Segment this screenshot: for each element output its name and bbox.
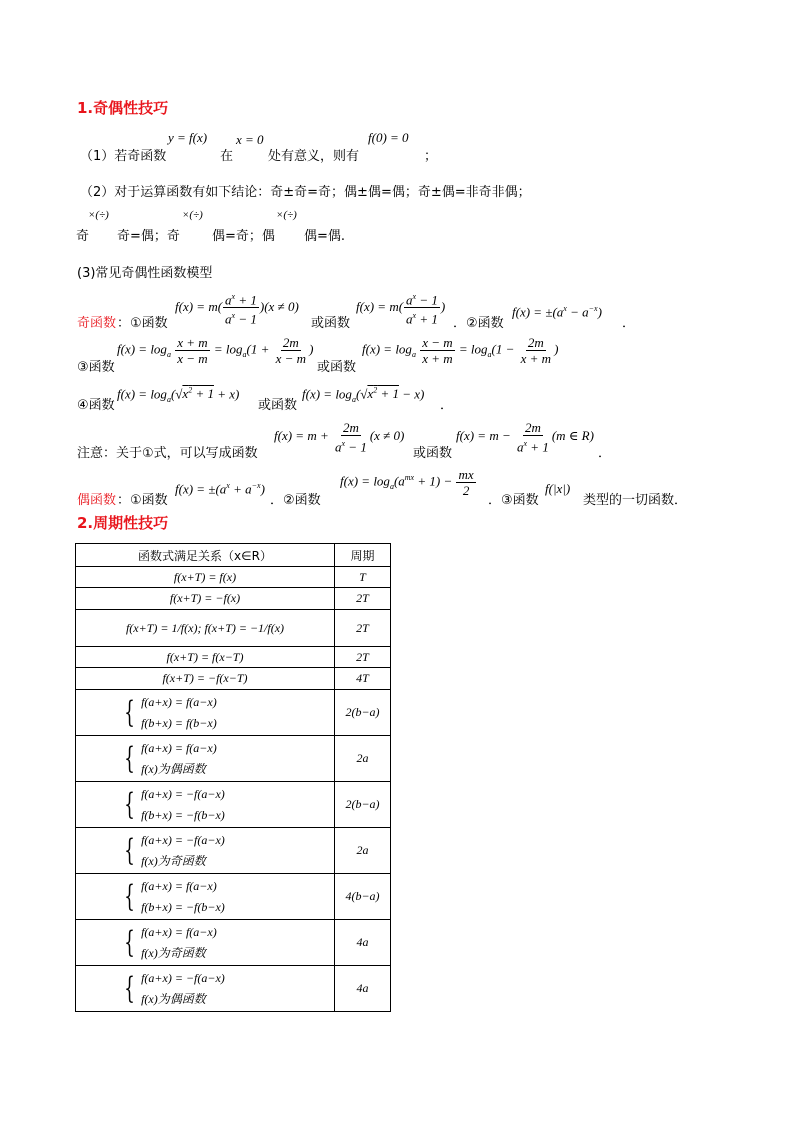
odd-p3: ③函数 <box>77 360 115 375</box>
left-brace-icon: { <box>124 970 135 1006</box>
item1-mid: 在 <box>220 149 234 164</box>
relation-cell <box>76 588 335 610</box>
equation-system <box>120 876 225 918</box>
period-cell: 4a <box>335 920 391 966</box>
even-p2: ．②函数 <box>270 493 321 508</box>
item2-b-post: 偶=奇；偶 <box>212 229 275 244</box>
table-header-row <box>76 544 391 567</box>
equation-system <box>120 922 217 964</box>
relation-line: f(a+x) = f(a−x) <box>141 924 217 939</box>
item1-end: ； <box>424 149 438 164</box>
relation-line: f(b+x) = −f(b−x) <box>141 807 225 822</box>
relation-line: f(a+x) = −f(a−x) <box>141 786 225 801</box>
relation-cell <box>76 920 335 966</box>
even-end: 类型的一切函数． <box>583 493 688 508</box>
relation-text: f(x+T) = f(x) <box>173 569 237 584</box>
item2-a-pre: 奇 <box>76 229 90 244</box>
odd-formula-3a: $f(x) = \log_a$ $\frac{x + m}{x - m}$ = $\log_a(1$ + $\frac{2m}{x - m}$ ) <box>117 335 314 366</box>
period-cell: 2(b−a) <box>335 690 391 736</box>
period-cell: 2T <box>335 588 391 610</box>
period-cell: 2T <box>335 647 391 668</box>
left-brace-icon: { <box>124 832 135 868</box>
table-row <box>76 920 391 966</box>
relation-cell <box>76 736 335 782</box>
left-brace-icon: { <box>124 786 135 822</box>
odd-or: 或函数 <box>311 316 351 331</box>
even-formula-2: $f(x) = \log_a(a^{mx} + 1)$ − $\frac{mx}{2}$ <box>340 467 474 498</box>
table-row <box>76 588 391 610</box>
odd-formula-1a: f(x) = m( $\frac{a^x + 1}{a^x - 1}$ )(x ≠ 0) <box>175 289 299 327</box>
relation-cell <box>76 828 335 874</box>
left-brace-icon: { <box>124 924 135 960</box>
period-cell: 2(b−a) <box>335 782 391 828</box>
op-mul-div-2: ×(÷) <box>182 209 203 221</box>
relation-line: f(b+x) = −f(b−x) <box>141 899 225 914</box>
header-relation: 函数式满足关系（x∈R） <box>76 544 335 567</box>
odd-formula-4b: $f(x) = \log_a(√x^2 + 1 - x)$ <box>302 386 425 404</box>
table-row <box>76 966 391 1012</box>
period-cell: 4(b−a) <box>335 874 391 920</box>
table-row <box>76 567 391 588</box>
period-cell: T <box>335 567 391 588</box>
relation-cell <box>76 782 335 828</box>
odd-formula-2: $f(x) = \pm(a^x - a^{-x})$ <box>512 304 602 320</box>
period-cell: 2T <box>335 610 391 647</box>
odd-or-3: 或函数 <box>258 398 298 413</box>
odd-p2: ．②函数 <box>453 316 504 331</box>
even-p3: ．③函数 <box>488 493 539 508</box>
relation-cell <box>76 610 335 647</box>
table-row <box>76 647 391 668</box>
relation-cell <box>76 668 335 690</box>
note-formula-1: f(x) = m + $\frac{2m}{a^x - 1}$ (x ≠ 0) <box>274 420 405 455</box>
relation-line: f(b+x) = f(b−x) <box>141 715 217 730</box>
section1-title: 1.奇偶性技巧 <box>77 99 169 117</box>
equation-system <box>120 784 225 826</box>
relation-cell <box>76 567 335 588</box>
relation-cell <box>76 647 335 668</box>
period-cell: 4a <box>335 966 391 1012</box>
item1-prefix: （1）若奇函数 <box>80 149 167 164</box>
relation-line: f(a+x) = −f(a−x) <box>141 970 225 985</box>
relation-line: f(a+x) = f(a−x) <box>141 694 217 709</box>
relation-text: f(x+T) = −f(x−T) <box>162 671 248 685</box>
even-formula-3: f(|x|) <box>545 481 571 496</box>
odd-or-2: 或函数 <box>317 360 357 375</box>
period-cell: 4T <box>335 668 391 690</box>
item2-line1: （2）对于运算函数有如下结论：奇±奇=奇；偶±偶=偶；奇±偶=非奇非偶； <box>80 185 531 200</box>
left-brace-icon: { <box>124 740 135 776</box>
period-table <box>75 543 391 1012</box>
odd-label: 奇函数 <box>77 316 117 331</box>
item1-fx: y = f(x) <box>168 130 208 145</box>
item1-f0: f(0) = 0 <box>368 130 409 145</box>
note-pre: 注意：关于①式，可以写成函数 <box>77 446 258 461</box>
note-or: 或函数 <box>413 446 453 461</box>
even-p1: ：①函数 <box>117 493 168 508</box>
item3-title: (3)常见奇偶性函数模型 <box>77 266 213 281</box>
table-row <box>76 668 391 690</box>
item1-after: 处有意义，则有 <box>268 149 360 164</box>
relation-line: f(a+x) = −f(a−x) <box>141 832 225 847</box>
even-label: 偶函数 <box>77 493 117 508</box>
relation-line: f(a+x) = f(a−x) <box>141 878 217 893</box>
odd-p1: ：①函数 <box>117 316 168 331</box>
op-mul-div-1: ×(÷) <box>88 209 109 221</box>
relation-text: f(x+T) = 1/f(x); f(x+T) = −1/f(x) <box>125 620 285 635</box>
section2-title: 2.周期性技巧 <box>77 514 169 532</box>
header-period: 周期 <box>335 544 391 567</box>
odd-formula-4a: $f(x) = \log_a(√x^2 + 1 + x)$ <box>117 386 240 404</box>
table-row <box>76 610 391 647</box>
item2-c-post: 偶=偶. <box>304 229 346 244</box>
left-brace-icon: { <box>124 878 135 914</box>
table-row <box>76 828 391 874</box>
equation-system <box>120 830 225 872</box>
even-formula-1: $f(x) = \pm(a^x + a^{-x})$ <box>175 481 265 497</box>
equation-system <box>120 692 217 734</box>
table-row <box>76 736 391 782</box>
period-cell: 2a <box>335 736 391 782</box>
table-row <box>76 782 391 828</box>
note-formula-2: f(x) = m − $\frac{2m}{a^x + 1}$ (m ∈ R) <box>456 420 594 455</box>
left-brace-icon: { <box>124 694 135 730</box>
odd-formula-3b: $f(x) = \log_a$ $\frac{x - m}{x + m}$ = $\log_a(1$ − $\frac{2m}{x + m}$ ) <box>362 335 559 366</box>
odd-formula-1b: f(x) = m( $\frac{a^x - 1}{a^x + 1}$ ) <box>356 289 445 327</box>
item2-a-post: 奇=偶；奇 <box>117 229 180 244</box>
item1-x0: x = 0 <box>236 132 264 147</box>
relation-cell <box>76 690 335 736</box>
equation-system <box>120 738 217 780</box>
table-row <box>76 690 391 736</box>
relation-cell <box>76 874 335 920</box>
equation-system <box>120 968 225 1010</box>
relation-cell <box>76 966 335 1012</box>
relation-line: f(x)为奇函数 <box>141 853 206 868</box>
relation-line: f(a+x) = f(a−x) <box>141 740 217 755</box>
relation-line: f(x)为偶函数 <box>141 761 206 776</box>
relation-text: f(x+T) = f(x−T) <box>166 649 244 664</box>
relation-line: f(x)为偶函数 <box>141 991 206 1006</box>
relation-text: f(x+T) = −f(x) <box>169 591 241 605</box>
relation-line: f(x)为奇函数 <box>141 945 206 960</box>
table-row <box>76 874 391 920</box>
odd-p4: ④函数 <box>77 398 115 413</box>
period-cell: 2a <box>335 828 391 874</box>
op-mul-div-3: ×(÷) <box>276 209 297 221</box>
